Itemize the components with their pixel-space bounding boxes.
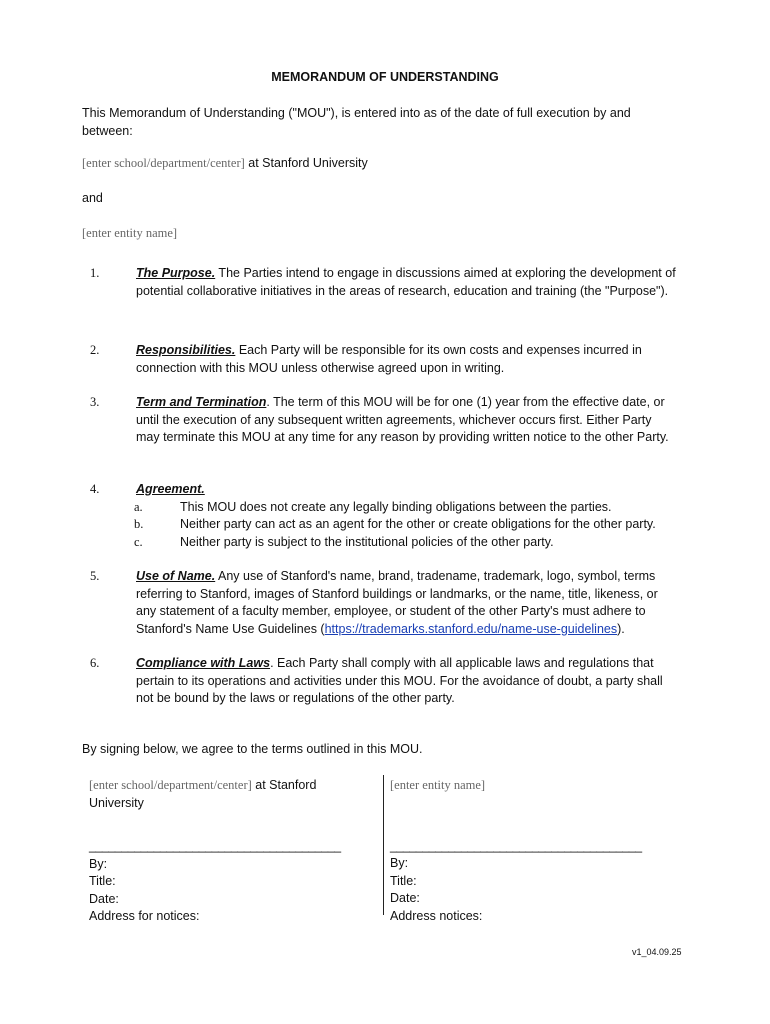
document-title: MEMORANDUM OF UNDERSTANDING xyxy=(271,70,499,84)
clause-number: 3. xyxy=(90,395,100,409)
clause-purpose xyxy=(82,265,702,300)
signature-block-entity xyxy=(390,777,675,925)
name-use-guidelines-link[interactable]: https://trademarks.stanford.edu/name-use-guidelines xyxy=(324,621,618,636)
clause-heading: Agreement. xyxy=(136,482,205,496)
clause-number: 6. xyxy=(90,656,100,670)
party-two-line xyxy=(82,226,177,241)
clause-text: Each Party will be responsible for its own costs and expenses incurred in connection with this MOU unless otherwise agreed upon in writing. xyxy=(136,343,642,375)
title-label: Title: xyxy=(390,873,417,888)
signature-party-name xyxy=(89,777,374,812)
clause-heading: Compliance with Laws xyxy=(136,656,271,670)
subitem-letter: c. xyxy=(134,534,143,549)
date-label: Date: xyxy=(89,891,119,906)
subitem-letter: b. xyxy=(134,517,144,531)
clause-number: 1. xyxy=(90,266,100,280)
address-label: Address notices: xyxy=(390,908,483,923)
clause-heading: Responsibilities. xyxy=(136,343,236,357)
version-label: v1_04.09.25 xyxy=(632,947,682,957)
signature-party-name xyxy=(390,777,675,795)
signature-party-placeholder[interactable]: [enter entity name] xyxy=(390,778,486,792)
clause-text: . Each Party shall comply with all applicable laws and regulations that pertain to its operations and activities under this MOU. For the avoidance of doubt, a party shall not be bound by the laws or regulations of the other party. xyxy=(136,656,663,705)
by-label: By: xyxy=(89,856,108,871)
agreement-subitem xyxy=(82,499,702,517)
subitem-text: Neither party can act as an agent for the other or create obligations for the other party. xyxy=(180,517,656,531)
clause-number: 5. xyxy=(90,569,100,583)
clause-text: Any use of Stanford's name, brand, tradename, trademark, logo, symbol, terms referring to Stanford, images of Stanford buildings or landmarks, or the name, title, likeness, or any statement of a faculty member, employee, or student of the other Party's must adhere to Stanford's Name Use Guidelines ( xyxy=(136,569,658,636)
clause-heading: The Purpose. xyxy=(136,266,216,280)
party-one-suffix: at Stanford University xyxy=(244,156,368,170)
clause-number: 4. xyxy=(90,482,100,496)
date-label: Date: xyxy=(390,891,420,905)
clause-responsibilities xyxy=(82,342,702,377)
clause-heading: Term and Termination xyxy=(136,395,267,409)
party-two-placeholder[interactable]: [enter entity name] xyxy=(82,226,178,240)
clause-text-after: ). xyxy=(617,621,625,636)
signature-line[interactable]: _______________________________________ xyxy=(390,838,642,853)
signature-block-stanford xyxy=(89,777,374,926)
intro-paragraph: This Memorandum of Understanding ("MOU"), is entered into as of the date of full execution by and between: xyxy=(82,106,631,138)
by-label: By: xyxy=(390,856,409,870)
title-label: Title: xyxy=(89,874,116,888)
signing-statement: By signing below, we agree to the terms outlined in this MOU. xyxy=(82,742,423,756)
clause-number: 2. xyxy=(90,343,100,357)
subitem-letter: a. xyxy=(134,499,143,514)
clause-use-of-name xyxy=(82,568,702,638)
party-one-line xyxy=(82,156,368,171)
address-label: Address for notices: xyxy=(89,909,200,923)
clause-compliance xyxy=(82,655,702,708)
clause-text: . The term of this MOU will be for one (1) year from the effective date, or until the execution of any subsequent written agreements, whichever occurs first. Either Party may terminate this MOU at any time for any reason by providing written notice to the other Party. xyxy=(136,395,669,444)
party-one-placeholder[interactable]: [enter school/department/center] xyxy=(82,156,245,170)
clause-text: The Parties intend to engage in discussions aimed at exploring the development of potential collaborative initiatives in the areas of research, education and training (the "Purpose"). xyxy=(136,266,676,298)
signature-divider xyxy=(383,775,384,915)
signature-party-placeholder[interactable]: [enter school/department/center] xyxy=(89,778,252,792)
clause-heading: Use of Name. xyxy=(136,569,216,583)
agreement-subitem xyxy=(82,534,702,552)
agreement-subitem xyxy=(82,516,702,534)
signature-party-suffix: at Stanford University xyxy=(89,778,317,810)
subitem-text: Neither party is subject to the institutional policies of the other party. xyxy=(180,534,554,549)
clause-term-termination xyxy=(82,394,702,447)
signature-line[interactable]: _______________________________________ xyxy=(89,839,341,853)
clause-agreement xyxy=(82,481,702,551)
subitem-text: This MOU does not create any legally binding obligations between the parties. xyxy=(180,499,612,514)
and-text: and xyxy=(82,191,103,205)
